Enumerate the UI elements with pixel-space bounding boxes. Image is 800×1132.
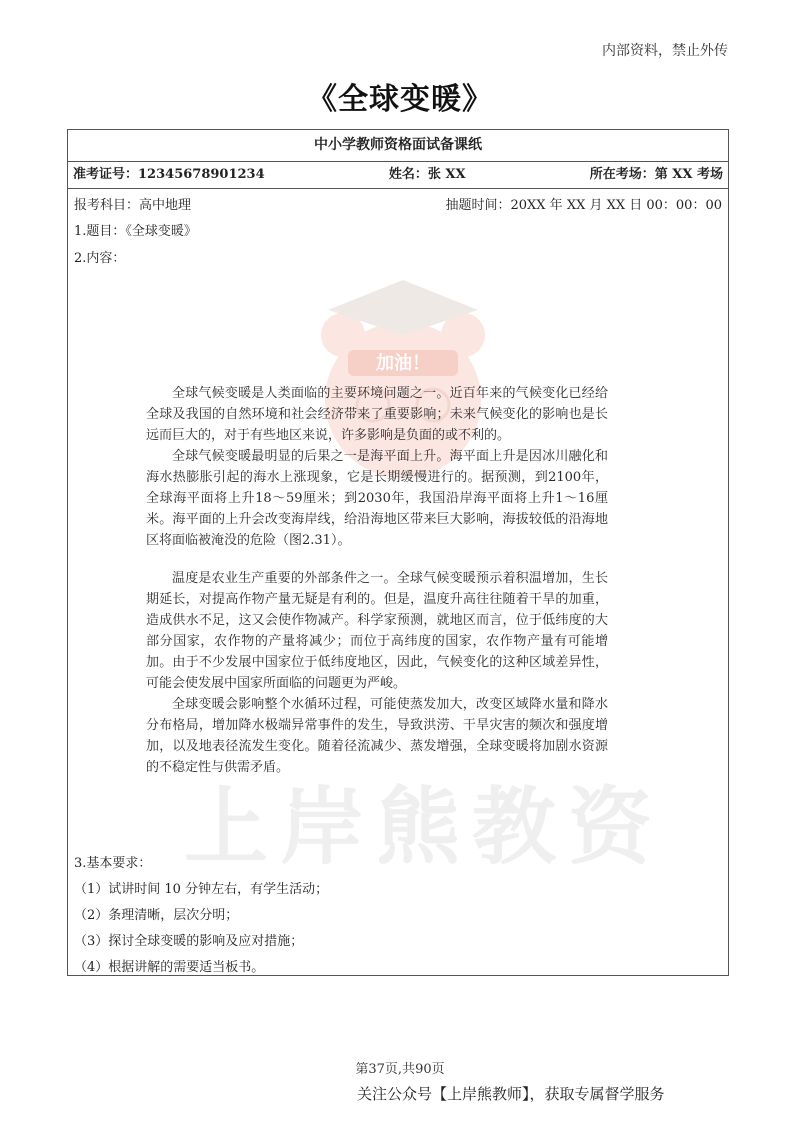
ticket-number-field: 准考证号：12345678901234	[73, 167, 265, 182]
passage-block-1	[146, 383, 608, 551]
passage-block-2	[146, 568, 608, 778]
passage-paragraph: 温度是农业生产重要的外部条件之一。全球气候变暖预示着积温增加，生长期延长，对提高作物产量无疑是有利的。但是，温度升高往往随着干旱的加重，造成供水不足，这又会使作物减产。科学家预测，就地区而言，位于低纬度的大部分国家，农作物的产量将减少；而位于高纬度的国家，农作物产量有可能增加。由于不少发展中国家位于低纬度地区，因此，气候变化的这种区域差异性，可能会使发展中国家所面临的问题更为严峻。	[146, 571, 608, 691]
confidential-notice: 内部资料，禁止外传	[602, 43, 728, 59]
mascot-badge-text: 加油！	[376, 353, 430, 374]
subject-row	[74, 194, 722, 213]
sheet-title: 中小学教师资格面试备课纸	[68, 130, 728, 162]
promo-text: 关注公众号【上岸熊教师】，获取专属督学服务	[357, 1085, 665, 1103]
passage-paragraph: 全球气候变暖最明显的后果之一是海平面上升。海平面上升是因冰川融化和海水热膨胀引起的海水上涨现象，它是长期缓慢进行的。据预测，到2100年，全球海平面将上升18～59厘米；到2030年，我国沿岸海平面将上升1～16厘米。海平面的上升会改变海岸线，给沿海地区带来巨大影响，海拔较低的沿海地区将面临被淹没的危险（图2.31）。	[146, 449, 608, 548]
requirement-item: （4）根据讲解的需要适当板书。	[74, 960, 265, 975]
requirement-item: （1）试讲时间 10 分钟左右，有学生活动；	[74, 882, 329, 897]
name-field: 姓名：张 XX	[388, 167, 466, 182]
topic-line: 1.题目：《全球变暖》	[74, 224, 197, 239]
requirements-label: 3.基本要求：	[74, 856, 152, 871]
venue-field: 所在考场：第 XX 考场	[589, 167, 723, 182]
draw-time-field: 抽题时间：20XX 年 XX 月 XX 日 00：00：00	[445, 198, 722, 213]
page-number: 第37页,共90页	[355, 1062, 445, 1077]
passage-paragraph: 全球气候变暖是人类面临的主要环境问题之一。近百年来的气候变化已经给全球及我国的自然环境和社会经济带来了重要影响；未来气候变化的影响也是长远而巨大的，对于有些地区来说，许多影响是负面的或不利的。	[146, 386, 608, 443]
prep-sheet	[67, 129, 729, 976]
subject-field: 报考科目：高中地理	[74, 198, 192, 213]
passage-paragraph: 全球变暖会影响整个水循环过程，可能使蒸发加大，改变区域降水量和降水分布格局，增加降水极端异常事件的发生，导致洪涝、干旱灾害的频次和强度增加，以及地表径流发生变化。随着径流减少、蒸发增强，全球变暖将加剧水资源的不稳定性与供需矛盾。	[146, 697, 608, 775]
candidate-info-row	[68, 162, 728, 189]
page-title: 《全球变暖》	[307, 82, 493, 117]
requirement-item: （3）探讨全球变暖的影响及应对措施；	[74, 934, 304, 949]
watermark-text: 上岸熊教资	[184, 778, 665, 876]
requirement-item: （2）条理清晰，层次分明；	[74, 908, 239, 923]
content-label: 2.内容：	[74, 251, 126, 266]
